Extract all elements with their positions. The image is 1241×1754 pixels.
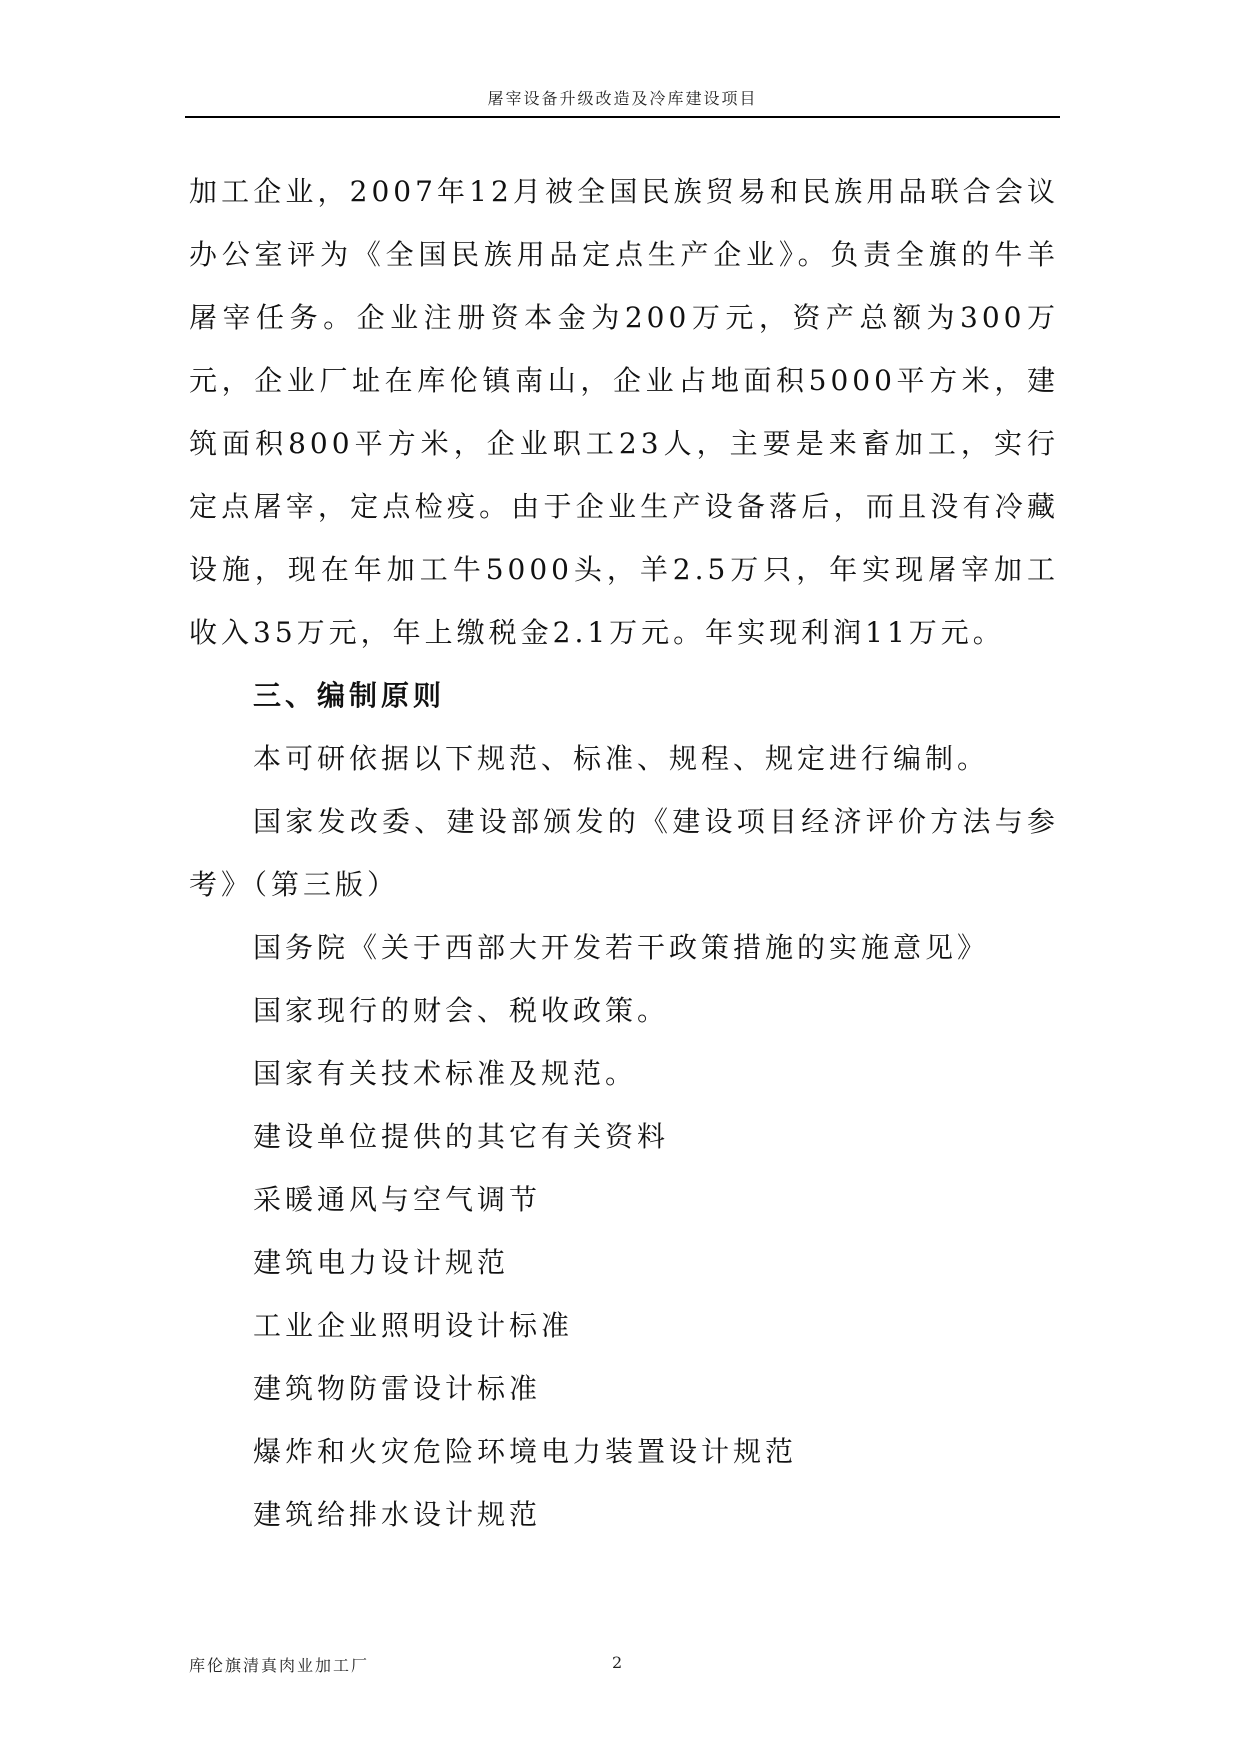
section-lead: 本可研依据以下规范、标准、规程、规定进行编制。: [253, 742, 990, 775]
list-item: 国家现行的财会、税收政策。: [253, 994, 670, 1027]
intro-paragraph: 加工企业，2007年12月被全国民族贸易和民族用品联合会议办公室评为《全国民族用品定点生产企业》。负责全旗的牛羊屠宰任务。企业注册资本金为200万元，资产总额为300万元，企业厂址在库伦镇南山，企业占地面积5000平方米，建筑面积800平方米，企业职工23人，主要是来畜加工，实行定点屠宰，定点检疫。由于企业生产设备落后，而且没有冷藏设施，现在年加工牛5000头，羊2.5万只，年实现屠宰加工收入35万元，年上缴税金2.1万元。年实现利润11万元。: [189, 175, 1059, 649]
page-number: 2: [612, 1653, 623, 1672]
section-heading: 三、编制原则: [253, 679, 446, 712]
header-divider: [185, 116, 1060, 118]
list-item: 国家有关技术标准及规范。: [253, 1057, 638, 1090]
document-body: [189, 160, 1059, 1546]
list-item: 爆炸和火灾危险环境电力装置设计规范: [253, 1435, 798, 1468]
running-header: 屠宰设备升级改造及冷库建设项目: [487, 89, 758, 108]
footer-company: 库伦旗清真肉业加工厂: [189, 1656, 370, 1675]
list-item: 国家发改委、建设部颁发的《建设项目经济评价方法与参考》（第三版）: [189, 805, 1059, 901]
list-item: 建筑物防雷设计标准: [253, 1372, 542, 1405]
list-item: 工业企业照明设计标准: [253, 1309, 574, 1342]
list-item: 采暖通风与空气调节: [253, 1183, 542, 1216]
list-item: 建筑电力设计规范: [253, 1246, 510, 1279]
list-item: 国务院《关于西部大开发若干政策措施的实施意见》: [253, 931, 990, 964]
list-item: 建筑给排水设计规范: [253, 1498, 542, 1531]
list-item: 建设单位提供的其它有关资料: [253, 1120, 670, 1153]
